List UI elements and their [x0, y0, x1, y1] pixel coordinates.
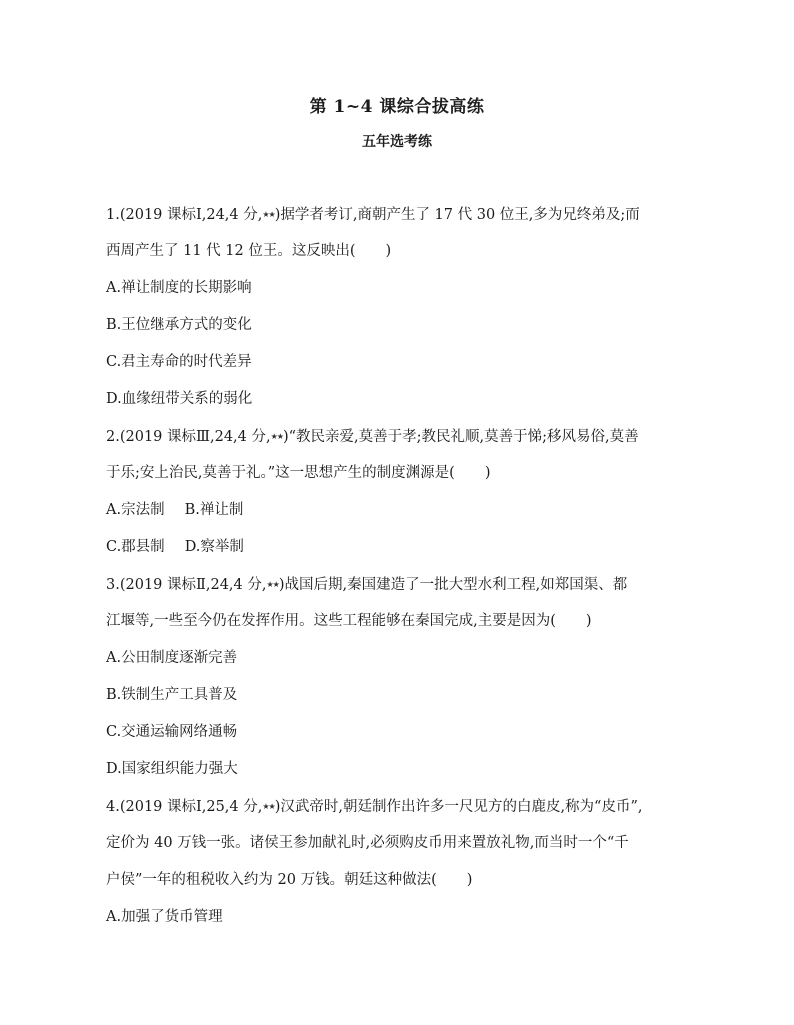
- option-a: A.公田制度逐渐完善: [106, 650, 238, 666]
- question-stem: 西周产生了 11 代 12 位王。这反映出(: [106, 243, 356, 259]
- page-subtitle: 五年选考练: [362, 134, 432, 150]
- option-c: C.郡县制: [106, 539, 165, 555]
- question-source: 1.(2019 课标Ⅰ,24,4 分,: [106, 207, 263, 223]
- option-d: D.国家组织能力强大: [106, 761, 238, 777]
- difficulty-stars-icon: ★★: [266, 580, 279, 589]
- question-stem-line: [106, 566, 696, 603]
- question-stem-end: ): [466, 872, 473, 888]
- question-stem-line: [106, 455, 696, 492]
- option-b: B.禅让制: [184, 502, 244, 518]
- question-source: 3.(2019 课标Ⅱ,24,4 分,: [106, 577, 267, 593]
- question-source: 2.(2019 课标Ⅲ,24,4 分,: [106, 429, 271, 445]
- question-1: [106, 196, 696, 418]
- option-d: D.血缘纽带关系的弱化: [106, 391, 253, 407]
- question-stem: 户侯”一年的租税收入约为 20 万钱。朝廷这种做法(: [106, 872, 437, 888]
- difficulty-stars-icon: ★★: [262, 210, 275, 219]
- question-source: 4.(2019 课标Ⅰ,25,4 分,: [106, 799, 263, 815]
- question-stem-line: [106, 418, 696, 455]
- question-stem: )据学者考订,商朝产生了 17 代 30 位王,多为兄终弟及;而: [274, 207, 640, 223]
- option-b: B.铁制生产工具普及: [106, 687, 238, 703]
- question-2: [106, 418, 696, 566]
- question-stem: )战国后期,秦国建造了一批大型水利工程,如郑国渠、都: [278, 577, 628, 593]
- question-stem-end: ): [484, 465, 491, 481]
- question-stem: 定价为 40 万钱一张。诸侯王参加献礼时,必须购皮币用来置放礼物,而当时一个“千: [106, 835, 629, 851]
- question-stem: 江堰等,一些至今仍在发挥作用。这些工程能够在秦国完成,主要是因为(: [106, 613, 556, 629]
- question-stem: )“教民亲爱,莫善于孝;教民礼顺,莫善于悌;移风易俗,莫善: [282, 429, 639, 445]
- question-stem-line: [106, 788, 696, 825]
- difficulty-stars-icon: ★★: [262, 802, 275, 811]
- question-stem: )汉武帝时,朝廷制作出许多一尺见方的白鹿皮,称为“皮币”,: [274, 799, 643, 815]
- question-stem-end: ): [585, 613, 592, 629]
- question-4: [106, 788, 696, 936]
- option-c: C.交通运输网络通畅: [106, 724, 238, 740]
- option-a: A.加强了货币管理: [106, 909, 223, 925]
- difficulty-stars-icon: ★★: [270, 432, 283, 441]
- question-stem: 于乐;安上治民,莫善于礼。”这一思想产生的制度渊源是(: [106, 465, 455, 481]
- question-stem-line: [106, 603, 696, 640]
- option-a: A.禅让制度的长期影响: [106, 280, 252, 296]
- option-row: [106, 529, 696, 566]
- option-row: [106, 492, 696, 529]
- option-b: B.王位继承方式的变化: [106, 317, 252, 333]
- question-3: [106, 566, 696, 788]
- question-stem-line: [106, 196, 696, 233]
- question-stem-end: ): [385, 243, 392, 259]
- option-a: A.宗法制: [106, 502, 165, 518]
- question-stem-line: [106, 862, 696, 899]
- question-stem-line: [106, 233, 696, 270]
- page-title: 第 1~4 课综合拔高练: [309, 97, 485, 117]
- option-d: D.察举制: [184, 539, 244, 555]
- question-stem-line: [106, 825, 696, 862]
- option-c: C.君主寿命的时代差异: [106, 354, 252, 370]
